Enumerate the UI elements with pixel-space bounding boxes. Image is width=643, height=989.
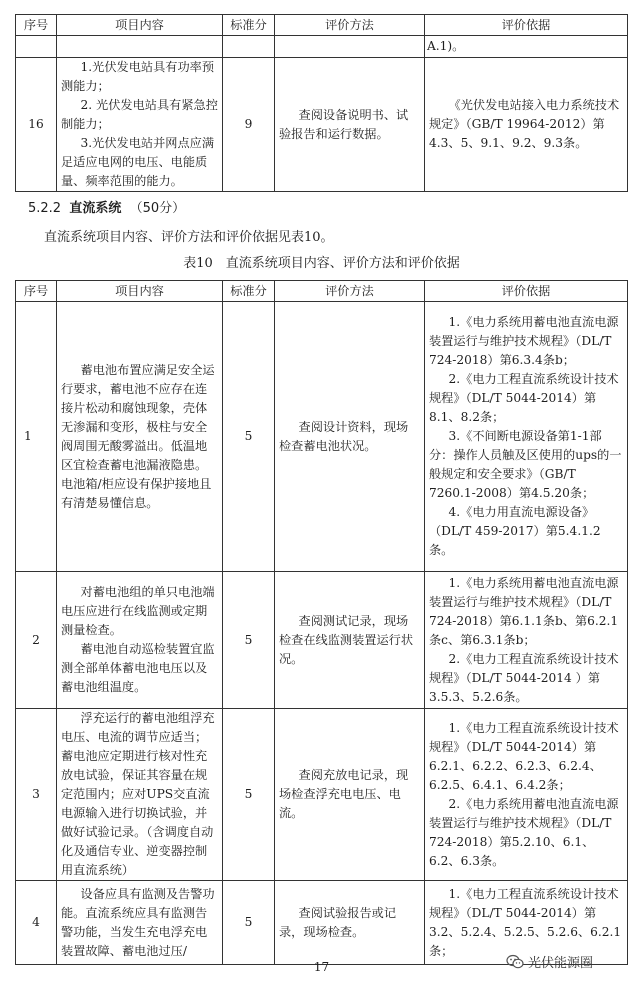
row-method: 查阅测试记录，现场检查在线监测装置运行状况。 [275,572,425,709]
header-basis: 评价依据 [425,15,628,36]
row-no: 16 [16,58,57,192]
row-content: 蓄电池布置应满足安全运行要求，蓄电池不应存在连接片松动和腐蚀现象，壳体无渗漏和变形，极柱与安全阀周围无酸雾溢出。低温地区宜检查蓄电池漏液隐患。电池箱/柜应设有保护接地且有清楚易懂信息。 [57,302,223,572]
table-row [16,709,628,881]
header-score: 标准分 [223,281,275,302]
watermark [506,952,593,971]
table-header-row [16,281,628,302]
row-basis: 1.《电力系统用蓄电池直流电源装置运行与维护技术规程》（DL/T 724-2018）第6.1.1条b、第6.2.1条c、第6.3.1条b； 2.《电力工程直流系统设计技术规程》（DL/T 5044-2014 ）第3.5.3、5.2.6条。 [425,572,628,709]
header-content: 项目内容 [57,15,223,36]
header-score: 标准分 [223,15,275,36]
table-row [16,58,628,192]
row-content: 浮充运行的蓄电池组浮充电压、电流的调节应适当；蓄电池应定期进行核对性充放电试验，保证其容量在规定范围内；应对UPS交直流电源输入进行切换试验，并做好试验记录。（含调度自动化及通信专业、逆变器控制用直流系统） [57,709,223,881]
section-heading: 5.2.2 直流系统 （50分） [28,201,186,216]
row-no: 3 [16,709,57,881]
table-row [16,36,628,58]
row-score: 9 [223,58,275,192]
row-content: 设备应具有监测及告警功能。直流系统应具有监测告警功能，当发生充电浮充电装置故障、蓄电池过压/ [57,881,223,965]
table-caption: 表10 直流系统项目内容、评价方法和评价依据 [183,256,460,271]
section-intro: 直流系统项目内容、评价方法和评价依据见表10。 [44,230,334,245]
header-content: 项目内容 [57,281,223,302]
row-score: 5 [223,572,275,709]
row-method: 查阅设备说明书、试验报告和运行数据。 [275,58,425,192]
row-content: 1.光伏发电站具有功率预测能力； 2. 光伏发电站具有紧急控制能力； 3.光伏发电站并网点应满足适应电网的电压、电能质量、频率范围的能力。 [57,58,223,192]
row-method: 查阅试验报告或记录，现场检查。 [275,881,425,965]
row-basis: 1.《电力工程直流系统设计技术规程》（DL/T 5044-2014）第3.2、5.2.4、5.2.5、5.2.6、6.2.1条； [425,881,628,965]
page-number: 17 [313,960,330,974]
table-header-row [16,15,628,36]
header-basis: 评价依据 [425,281,628,302]
row-method: 查阅设计资料，现场检查蓄电池状况。 [275,302,425,572]
row-score: 5 [223,302,275,572]
row-no: 4 [16,881,57,965]
table-continued [15,14,628,192]
row-no: 1 [16,302,57,572]
watermark-text: 光伏能源圈 [528,956,594,971]
header-method: 评价方法 [275,15,425,36]
row-basis: 《光伏发电站接入电力系统技术规定》（GB/T 19964-2012）第4.3、5、9.1、9.2、9.3条。 [425,58,628,192]
table-row [16,572,628,709]
row-no: 2 [16,572,57,709]
header-no: 序号 [16,15,57,36]
row-basis: 1.《电力系统用蓄电池直流电源装置运行与维护技术规程》（DL/T 724-2018）第6.3.4条b； 2.《电力工程直流系统设计技术规程》（DL/T 5044-2014）第8.1、8.2条； 3.《不间断电源设备第1-1部分：操作人员触及区使用的ups的一般规定和安全要求》（GB/T 7260.1-2008）第4.5.20条； 4.《电力用直流电源设备》（DL/T 459-2017）第5.4.1.2条。 [425,302,628,572]
row-basis-continued: A.1)。 [425,36,628,58]
row-score: 5 [223,709,275,881]
row-content: 对蓄电池组的单只电池端电压应进行在线监测或定期测量检查。 蓄电池自动巡检装置宜监测全部单体蓄电池电压以及蓄电池组温度。 [57,572,223,709]
wechat-icon [506,954,524,970]
row-method: 查阅充放电记录，现场检查浮充电电压、电流。 [275,709,425,881]
table-row [16,302,628,572]
row-score: 5 [223,881,275,965]
table-10 [15,280,628,965]
row-basis: 1.《电力工程直流系统设计技术规程》（DL/T 5044-2014）第6.2.1、6.2.2、6.2.3、6.2.4、6.2.5、6.4.1、6.4.2条； 2.《电力系统用蓄电池直流电源装置运行与维护技术规程》（DL/T 724-2018）第5.2.10、6.1、6.2、6.3条。 [425,709,628,881]
header-method: 评价方法 [275,281,425,302]
header-no: 序号 [16,281,57,302]
